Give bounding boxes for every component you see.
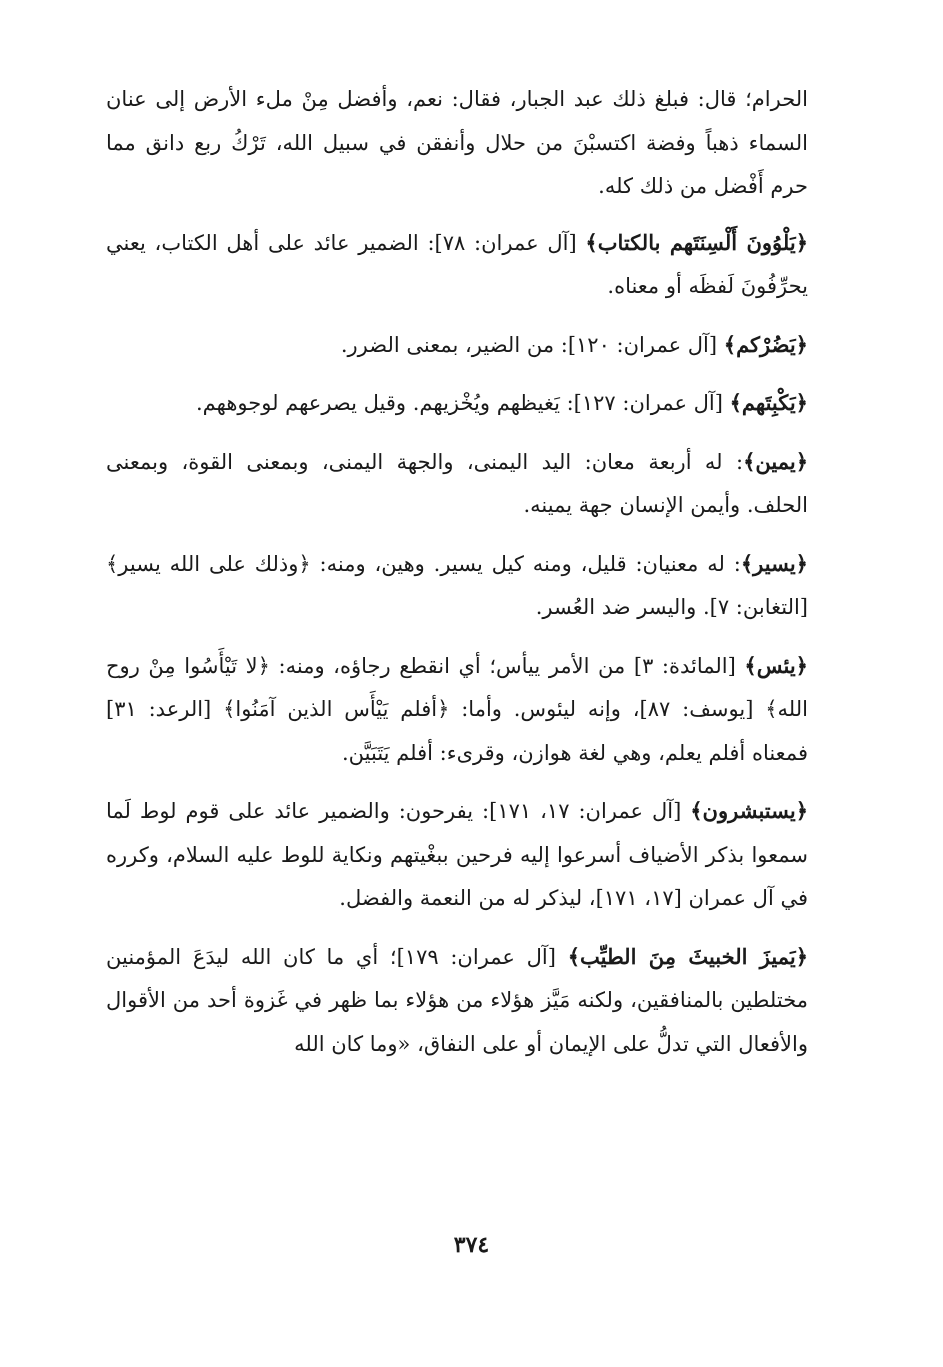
entry-paragraph [106, 935, 808, 1067]
entry-headword: ﴿يَميزَ الخبيثَ مِنَ الطيِّب﴾ [567, 943, 809, 969]
entry-paragraph [106, 542, 808, 630]
entry-paragraph [106, 644, 808, 776]
entry-text: [آل عمران: ٧٨]: الضمير عائد على أهل الكتاب، يعني يحرِّفُونَ لَفظَه أو معناه. [106, 230, 808, 298]
entry-paragraph [106, 789, 808, 921]
entry-text: [آل عمران: ١٧، ١٧١]: يفرحون: والضمير عائد على قوم لوط لَما سمعوا بذكر الأضياف أسرعوا إليه فرحين ببغْيتهم ونكاية للوط عليه السلام، وكرره في آل عمران [١٧، ١٧١]، ليذكر له من النعمة والفضل. [106, 799, 808, 910]
entry-headword: ﴿يستبشرون﴾ [690, 798, 808, 823]
entry-headword: ﴿يمين﴾ [743, 448, 808, 474]
entry-text: [آل عمران: ١٢٧]: يَغيظهم ويُخْزيهم. وقيل يصرعهم لوجوههم. [195, 391, 730, 415]
entry-text: : له معنيان: قليل، ومنه كيل يسير. وهين، ومنه: ﴿وذلك على الله يسير﴾ [التغابن: ٧]. واليسر ضد العُسر. [106, 551, 808, 619]
entry-text: : له أربعة معان: اليد اليمنى، والجهة اليمنى، وبمعنى القوة، وبمعنى الحلف. وأيمن الإنسان جهة يمينه. [106, 449, 808, 517]
entry-headword: ﴿يَكْبِتَهم﴾ [729, 390, 808, 415]
entry-headword: ﴿يسير﴾ [740, 550, 808, 576]
entry-paragraph [106, 381, 808, 426]
page-text [106, 78, 808, 1066]
entry-text: [آل عمران: ١٧٩]؛ أي ما كان الله ليدَعَ المؤمنين مختلطين بالمنافقين، ولكنه مَيَّز هؤلاء من هؤلاء بما ظهر في غَزوة أحد من الأقوال والأفعال التي تدلُّ على الإيمان أو على النفاق، «وما كان الله [106, 944, 808, 1056]
page-number: ٣٧٤ [453, 1232, 490, 1258]
entry-paragraph [106, 221, 808, 309]
entry-paragraph [106, 440, 808, 528]
entry-paragraph [106, 323, 808, 368]
entry-text: [آل عمران: ١٢٠]: من الضير، بمعنى الضرر. [340, 332, 724, 357]
entry-text: [المائدة: ٣] من الأمر ييأس؛ أي انقطع رجاؤه، ومنه: ﴿لا تَيْأَسُوا مِنْ روح الله﴾ [يوسف: ٨٧]، وإنه ليئوس. وأما: ﴿أفلم يَيْأَس الذين آمَنُوا﴾ [الرعد: ٣١] فمعناه أفلم يعلم، وهي لغة هوازن، وقرىء: أفلم يَتَبَيَّن. [106, 653, 808, 765]
intro-paragraph: الحرام؛ قال: فبلغ ذلك عبد الجبار، فقال: نعم، وأفضل مِنْ ملء الأرض إلى عنان السماء ذهباً وفضة اكتسبْنَ من حلال وأنفقن في سبيل الله، تَرْكُ ربع دانق مما حرم أَفْضل من ذلك كله. [106, 87, 808, 198]
entry-headword: ﴿يَضُرْكم﴾ [723, 331, 808, 357]
entry-headword: ﴿يئس﴾ [744, 652, 808, 678]
entry-headword: ﴿يَلْوُونَ أَلْسِنَتَهم بالكتاب﴾ [585, 229, 808, 255]
